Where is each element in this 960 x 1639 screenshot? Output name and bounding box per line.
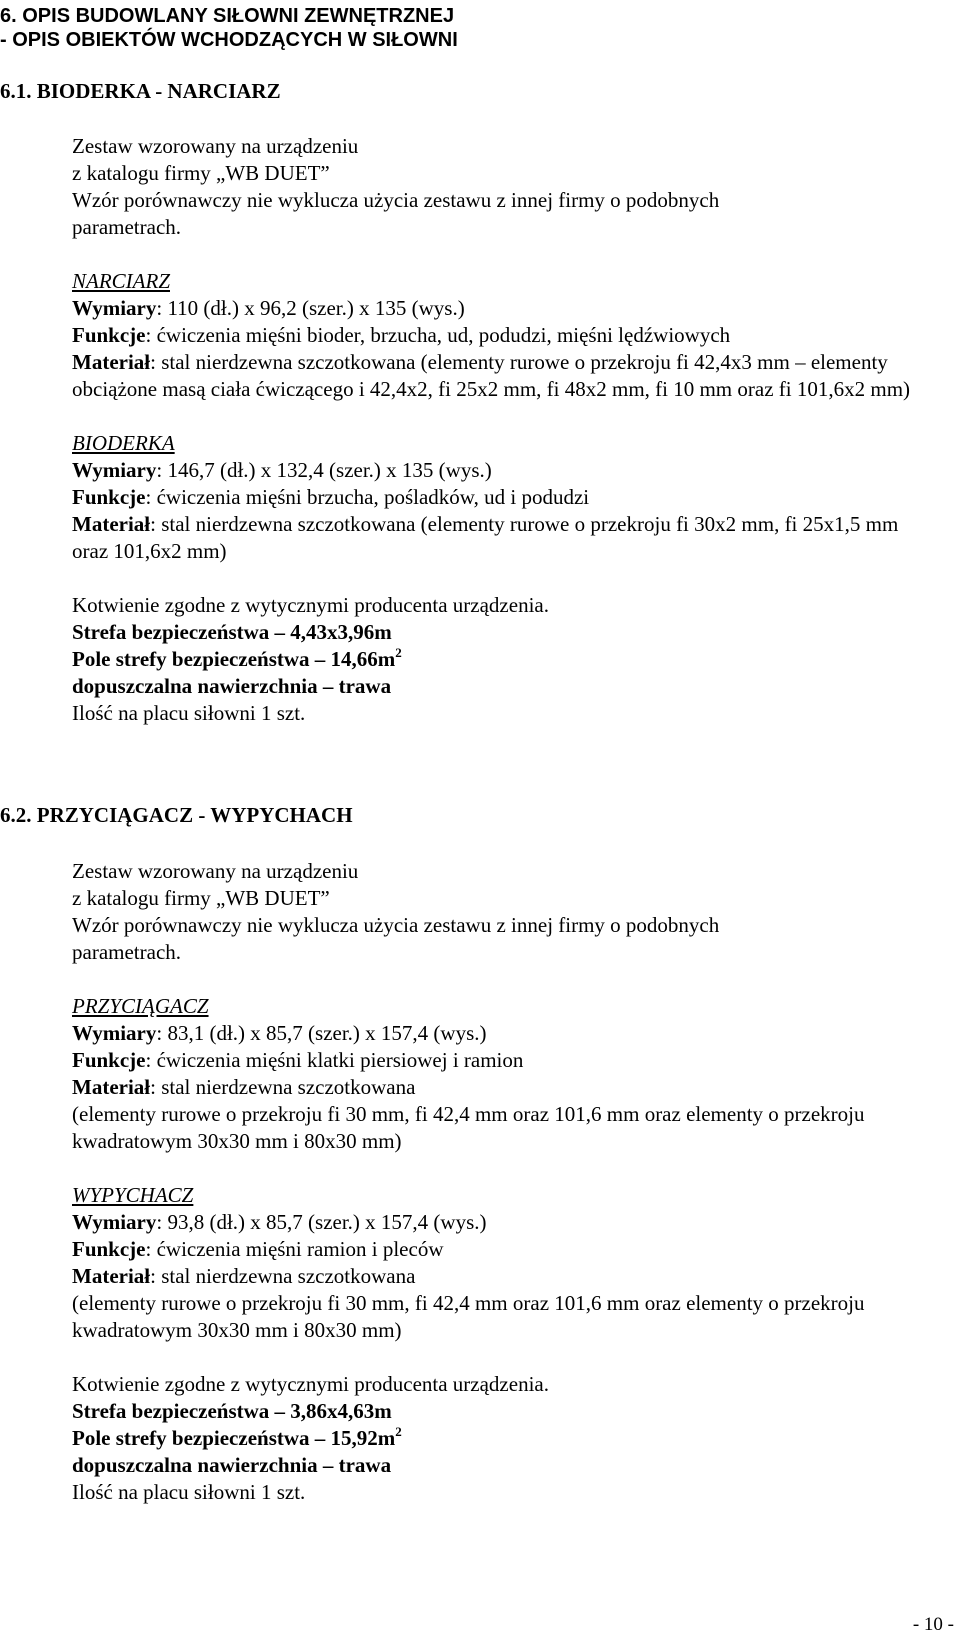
device-dimensions (72, 1020, 927, 1047)
section-body (72, 133, 927, 727)
section-heading: 6.1. BIODERKA - NARCIARZ (0, 79, 281, 103)
material-value: : stal nierdzewna szczotkowana (150, 1264, 416, 1288)
device-name: PRZYCIĄGACZ (72, 994, 209, 1018)
device-material (72, 511, 927, 565)
intro-line: parametrach. (72, 940, 182, 964)
page-number: - 10 - (912, 1614, 954, 1635)
dimensions-label: Wymiary (72, 296, 157, 320)
safety-area-text: Pole strefy bezpieczeństwa – 15,92m (72, 1426, 396, 1450)
device-functions (72, 484, 927, 511)
device-functions (72, 322, 927, 349)
functions-value: : ćwiczenia mięśni klatki piersiowej i ramion (145, 1048, 524, 1072)
anchoring-note: Kotwienie zgodne z wytycznymi producenta urządzenia. (72, 1372, 549, 1396)
dimensions-value: : 93,8 (dł.) x 85,7 (szer.) x 157,4 (wys.) (156, 1210, 487, 1234)
functions-value: : ćwiczenia mięśni bioder, brzucha, ud, podudzi, mięśni lędźwiowych (145, 323, 731, 347)
device-name: WYPYCHACZ (72, 1183, 194, 1207)
safety-area (72, 1425, 927, 1452)
intro-line: z katalogu firmy „WB DUET” (72, 886, 330, 910)
material-value: : stal nierdzewna szczotkowana (elementy rurowe o przekroju fi 42,4x3 mm – elementy obciążone masą ciała ćwiczącego i 42,4x2, fi 25x2 mm, fi 48x2 mm, fi 10 mm oraz fi 101,6x2 mm) (72, 350, 911, 401)
anchoring-note: Kotwienie zgodne z wytycznymi producenta urządzenia. (72, 593, 549, 617)
functions-value: : ćwiczenia mięśni ramion i pleców (145, 1237, 444, 1261)
material-details: (elementy rurowe o przekroju fi 30 mm, fi 42,4 mm oraz 101,6 mm oraz elementy o przekroju kwadratowym 30x30 mm i 80x30 mm) (72, 1291, 865, 1342)
material-value: : stal nierdzewna szczotkowana (150, 1075, 416, 1099)
device-dimensions (72, 457, 927, 484)
device-dimensions (72, 295, 927, 322)
device-functions (72, 1236, 927, 1263)
section-body (72, 858, 927, 1506)
device-material (72, 1074, 927, 1101)
material-value: : stal nierdzewna szczotkowana (elementy rurowe o przekroju fi 30x2 mm, fi 25x1,5 mm oraz 101,6x2 mm) (72, 512, 899, 563)
functions-label: Funkcje (72, 323, 146, 347)
header-line-2: - OPIS OBIEKTÓW WCHODZĄCYCH W SIŁOWNI (0, 29, 458, 51)
intro-line: Zestaw wzorowany na urządzeniu (72, 134, 359, 158)
device-name: NARCIARZ (72, 269, 170, 293)
dimensions-label: Wymiary (72, 1210, 157, 1234)
safety-area-sup: 2 (395, 1424, 402, 1439)
dimensions-value: : 146,7 (dł.) x 132,4 (szer.) x 135 (wys.) (156, 458, 492, 482)
safety-area-text: Pole strefy bezpieczeństwa – 14,66m (72, 647, 396, 671)
device-material (72, 1263, 927, 1290)
functions-label: Funkcje (72, 1048, 146, 1072)
dimensions-label: Wymiary (72, 1021, 157, 1045)
safety-zone: Strefa bezpieczeństwa – 4,43x3,96m (72, 620, 392, 644)
safety-area-sup: 2 (395, 645, 402, 660)
header-line-1: 6. OPIS BUDOWLANY SIŁOWNI ZEWNĘTRZNEJ (0, 5, 455, 27)
surface-note: dopuszczalna nawierzchnia – trawa (72, 1453, 392, 1477)
functions-label: Funkcje (72, 485, 146, 509)
device-functions (72, 1047, 927, 1074)
intro-line: Wzór porównawczy nie wyklucza użycia zestawu z innej firmy o podobnych (72, 188, 720, 212)
intro-line: Zestaw wzorowany na urządzeniu (72, 859, 359, 883)
material-label: Materiał (72, 1264, 151, 1288)
intro-line: parametrach. (72, 215, 182, 239)
safety-area (72, 646, 927, 673)
dimensions-value: : 83,1 (dł.) x 85,7 (szer.) x 157,4 (wys.) (156, 1021, 487, 1045)
quantity-note: Ilość na placu siłowni 1 szt. (72, 1480, 306, 1504)
functions-value: : ćwiczenia mięśni brzucha, pośladków, ud i podudzi (145, 485, 590, 509)
intro-line: Wzór porównawczy nie wyklucza użycia zestawu z innej firmy o podobnych (72, 913, 720, 937)
document-header (0, 4, 458, 52)
material-label: Materiał (72, 512, 151, 536)
section-heading: 6.2. PRZYCIĄGACZ - WYPYCHACH (0, 803, 353, 827)
material-details: (elementy rurowe o przekroju fi 30 mm, fi 42,4 mm oraz 101,6 mm oraz elementy o przekroju kwadratowym 30x30 mm i 80x30 mm) (72, 1102, 865, 1153)
device-dimensions (72, 1209, 927, 1236)
device-name: BIODERKA (72, 431, 175, 455)
intro-line: z katalogu firmy „WB DUET” (72, 161, 330, 185)
surface-note: dopuszczalna nawierzchnia – trawa (72, 674, 392, 698)
material-label: Materiał (72, 350, 151, 374)
dimensions-label: Wymiary (72, 458, 157, 482)
material-label: Materiał (72, 1075, 151, 1099)
dimensions-value: : 110 (dł.) x 96,2 (szer.) x 135 (wys.) (156, 296, 465, 320)
device-material (72, 349, 927, 403)
functions-label: Funkcje (72, 1237, 146, 1261)
safety-zone: Strefa bezpieczeństwa – 3,86x4,63m (72, 1399, 392, 1423)
quantity-note: Ilość na placu siłowni 1 szt. (72, 701, 306, 725)
